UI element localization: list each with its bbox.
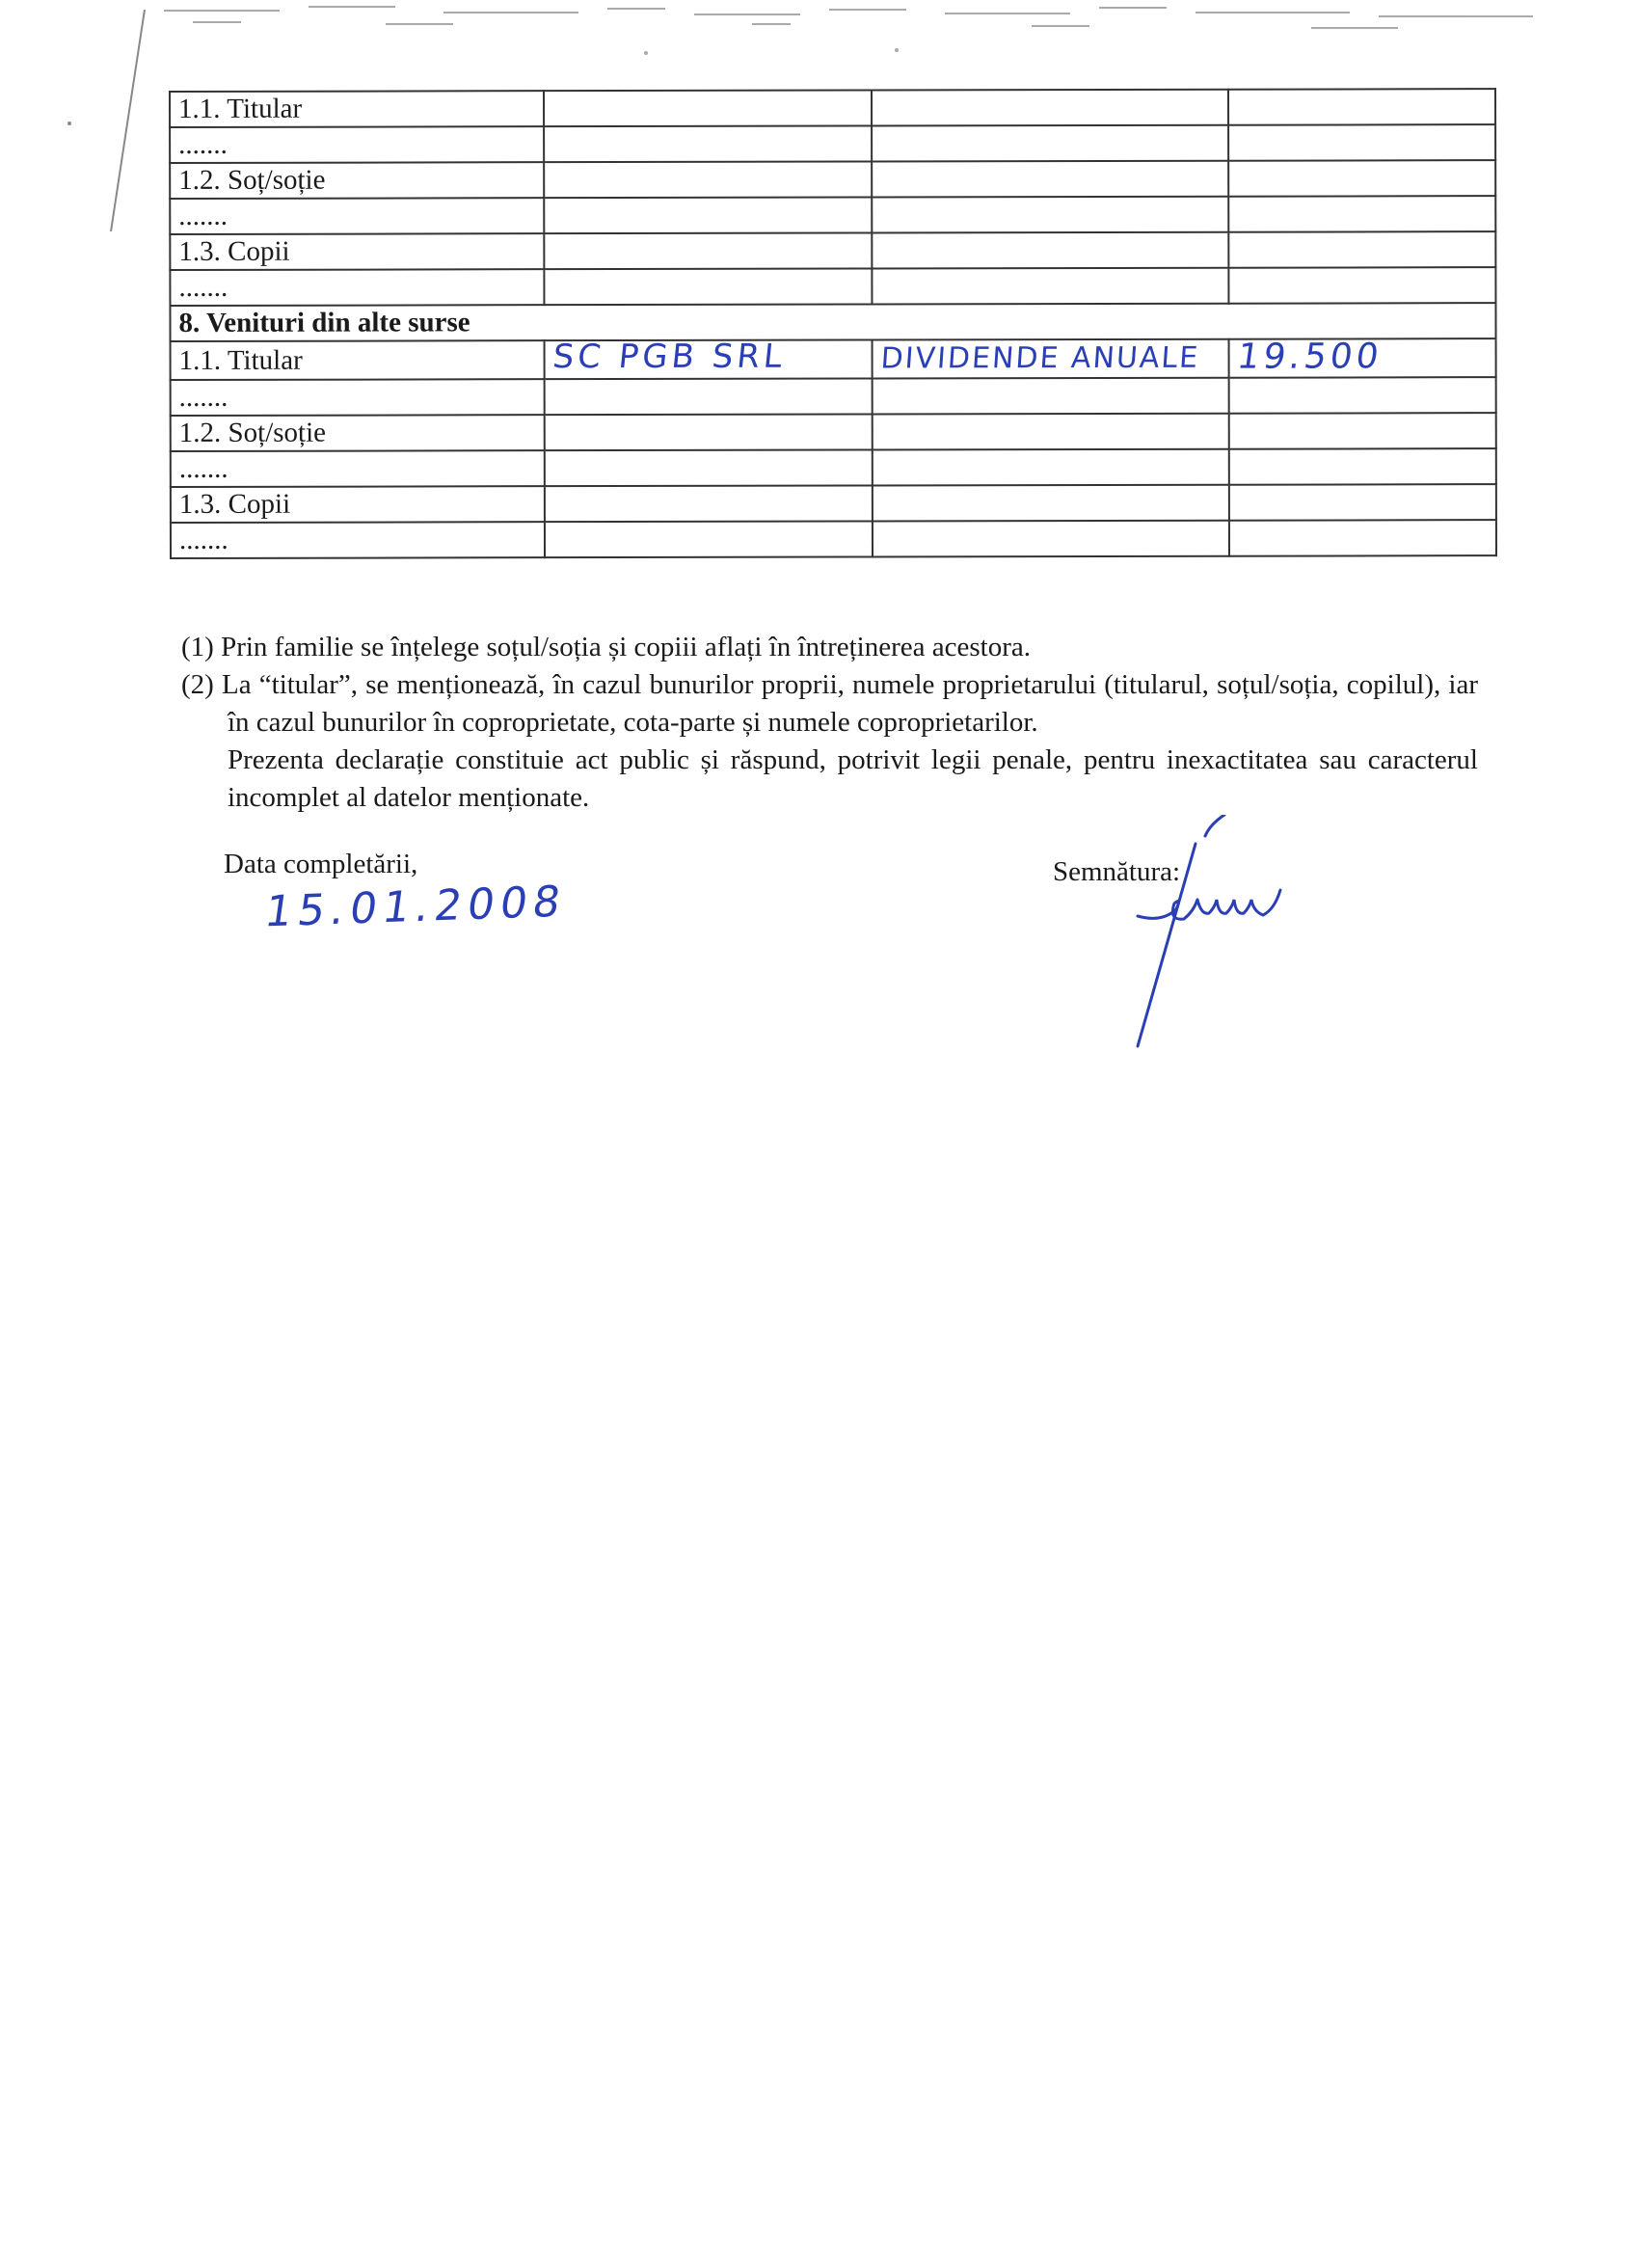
- footnotes: [181, 629, 1478, 817]
- section-row: [170, 303, 1495, 341]
- row-label: .......: [170, 126, 544, 163]
- scan-noise-top: [154, 0, 1552, 58]
- row-label: 1.2. Soț/soție: [170, 162, 544, 199]
- row-label: .......: [170, 198, 544, 234]
- scan-edge-mark: [0, 0, 193, 251]
- handwritten-income-type: DIVIDENDE ANUALE: [879, 340, 1201, 376]
- row-label: .......: [171, 450, 545, 487]
- table-row: [171, 377, 1496, 416]
- handwritten-amount: 19.500: [1234, 337, 1385, 377]
- row-label: 1.3. Copii: [170, 233, 544, 270]
- table-row: [170, 267, 1495, 306]
- date-label: Data completării,: [224, 849, 418, 879]
- table-row: [170, 160, 1495, 199]
- row-label: 1.3. Copii: [171, 486, 545, 523]
- table-row: [171, 448, 1496, 487]
- table-row: [171, 520, 1496, 558]
- footnote-2: (2) La “titular”, se menționează, în cazul bunurilor proprii, numele proprietarului (titularul, soțul/soția, copilul), iar în cazul bunurilor în coproprietate, cota-parte și numele coproprietarilor.: [181, 669, 1478, 738]
- table-row: [171, 484, 1496, 523]
- handwritten-source: SC PGB SRL: [551, 337, 788, 376]
- footnote-1: (1) Prin familie se înțelege soțul/soția și copiii aflați în întreținerea acestora.: [181, 632, 1031, 662]
- table-row: [171, 338, 1496, 380]
- table-row: [170, 196, 1495, 234]
- signature-mark: [1118, 815, 1350, 1056]
- row-label: .......: [171, 379, 545, 416]
- row-label: .......: [170, 269, 544, 306]
- signature-label: Semnătura:: [1053, 856, 1181, 887]
- table-row: [171, 413, 1496, 451]
- row-label: 1.1. Titular: [170, 91, 544, 127]
- table-row: [170, 124, 1495, 163]
- section-heading: 8. Venituri din alte surse: [170, 303, 1495, 341]
- row-label: 1.1. Titular: [171, 340, 545, 380]
- row-label: .......: [171, 522, 545, 558]
- income-table: [169, 88, 1497, 559]
- handwritten-date: 15.01.2008: [261, 877, 570, 937]
- table-row: [170, 89, 1495, 127]
- table-row: [170, 231, 1495, 270]
- row-label: 1.2. Soț/soție: [171, 415, 545, 451]
- legal-statement: Prezenta declarație constituie act public și răspund, potrivit legii penale, pentru inexactitatea sau caracterul incomplet al datelor menționate.: [228, 744, 1478, 813]
